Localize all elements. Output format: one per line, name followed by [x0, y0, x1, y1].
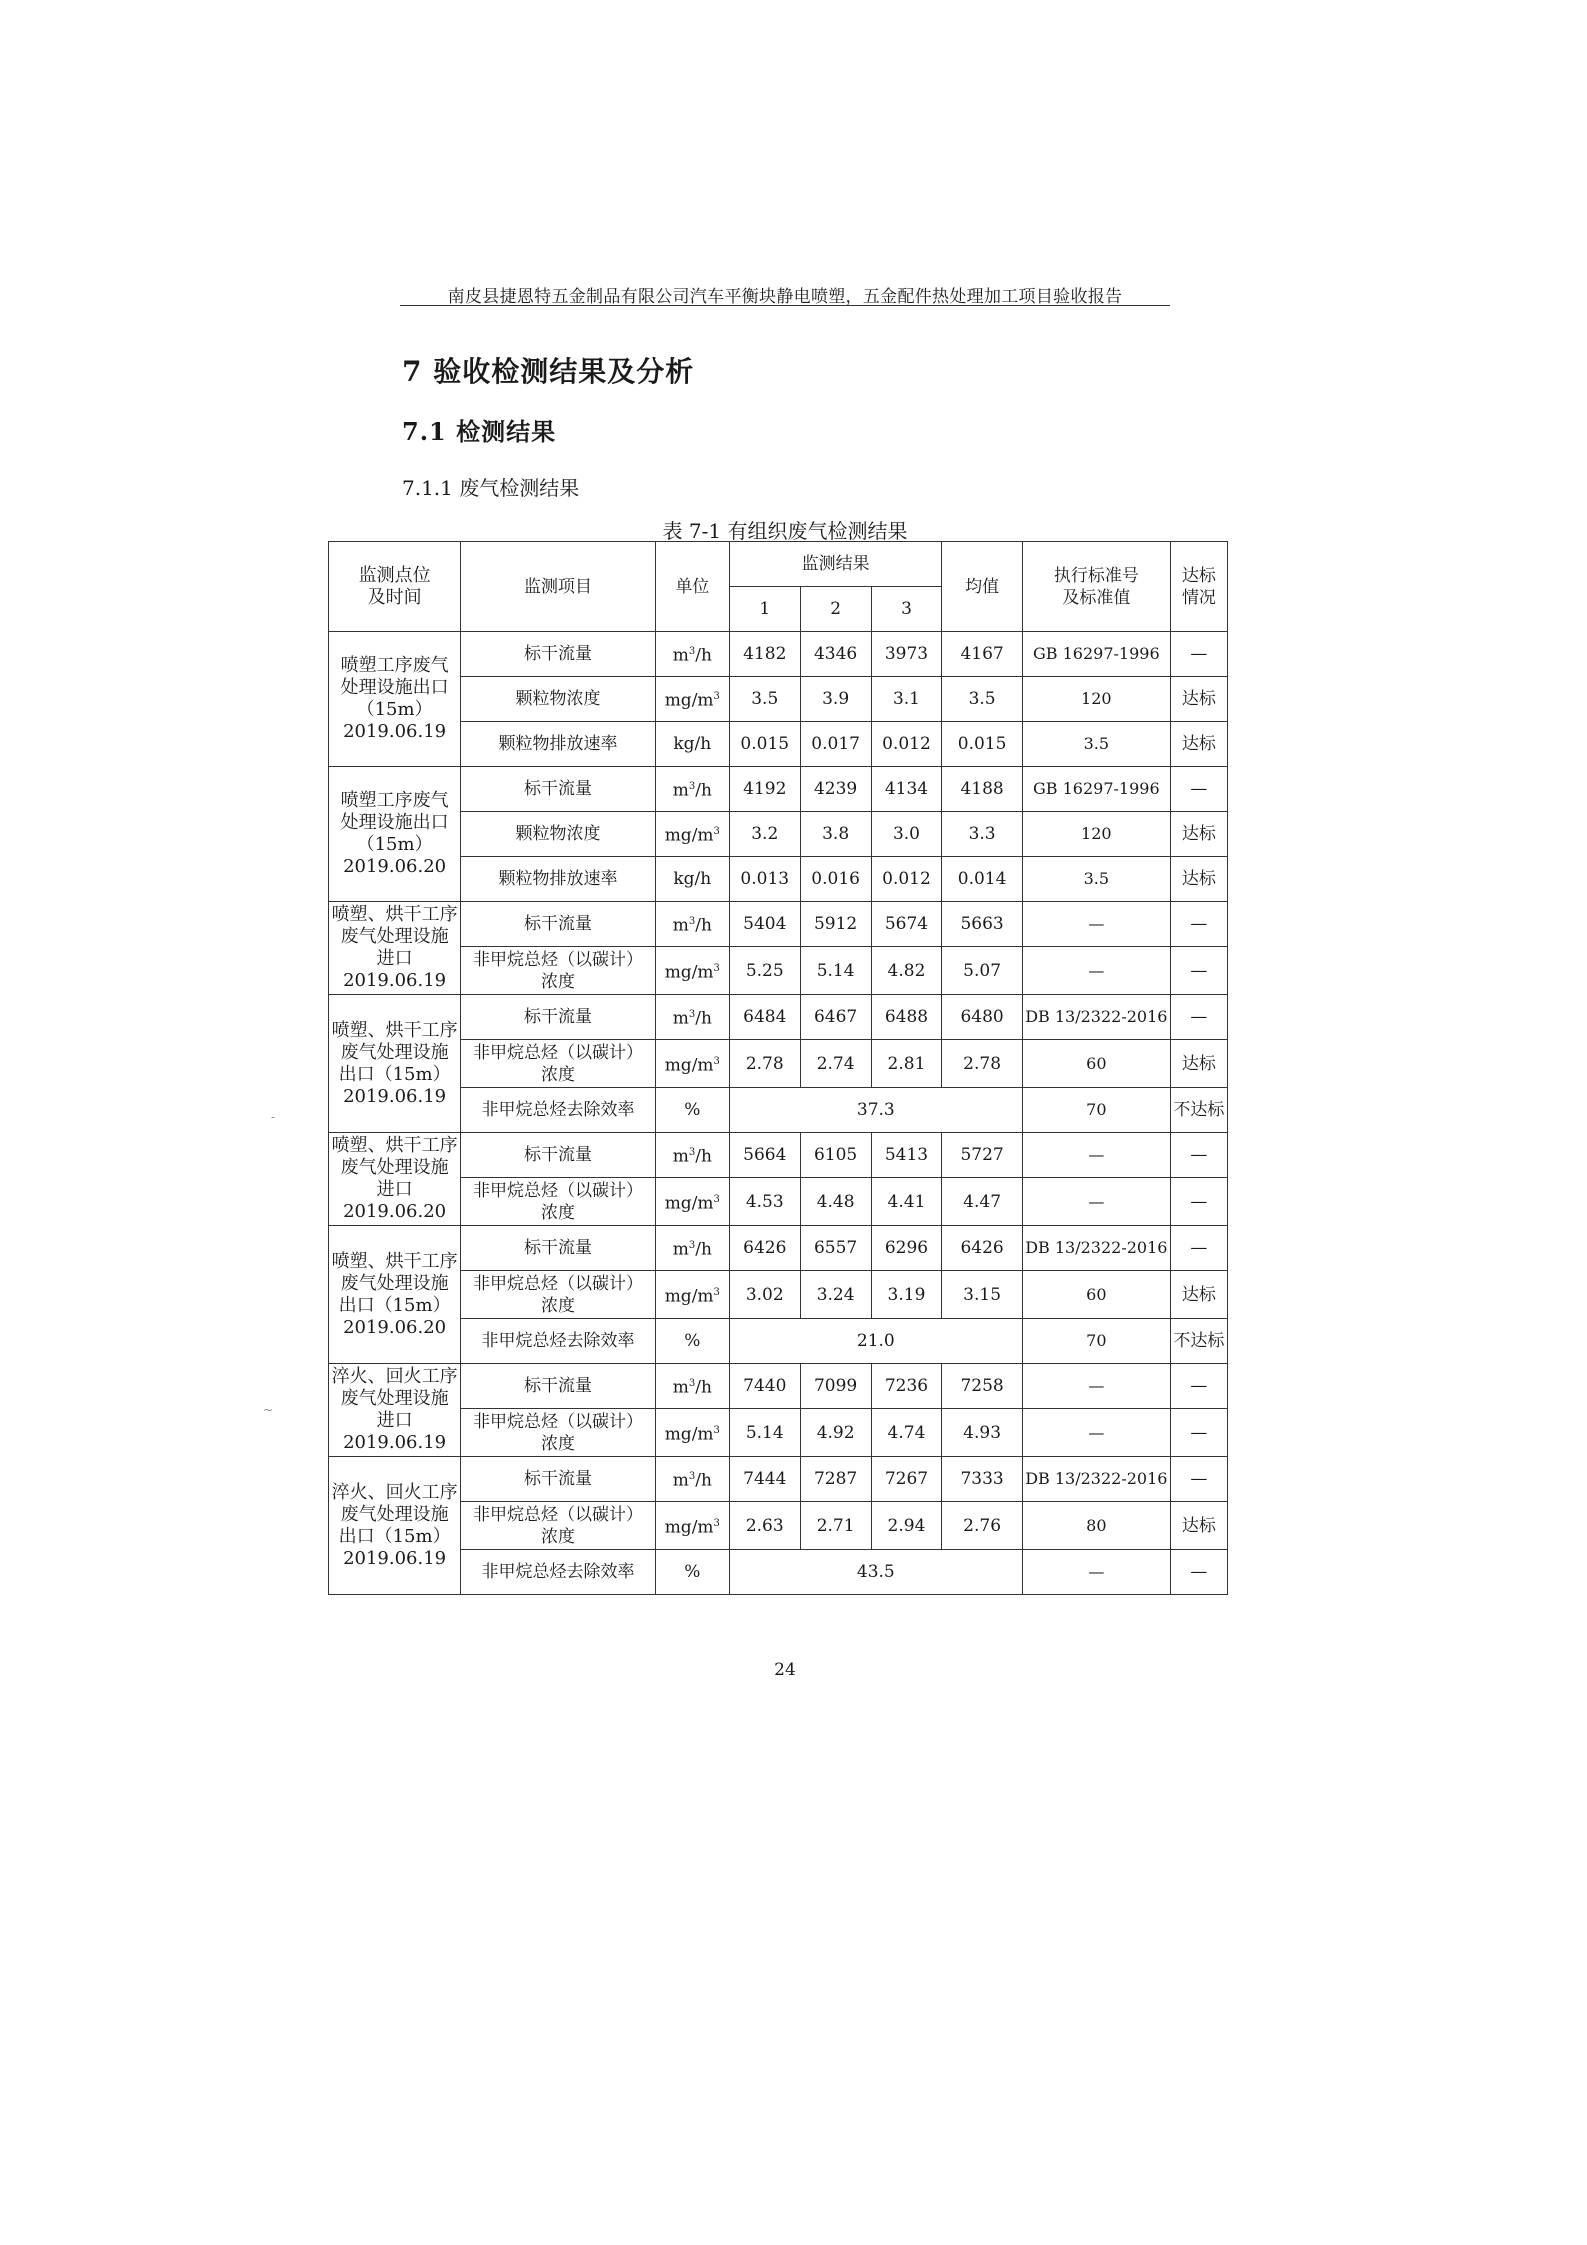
table-row: [329, 1364, 1228, 1409]
mean-cell: 0.014: [942, 857, 1022, 902]
compliance-cell: 达标: [1170, 1502, 1227, 1550]
item-cell: 非甲烷总烃（以碳计） 浓度: [461, 1502, 656, 1550]
table-row: [329, 995, 1228, 1040]
mean-cell: 5727: [942, 1133, 1022, 1178]
header-unit: 单位: [655, 542, 729, 632]
table-row: [329, 1550, 1228, 1595]
unit-cell: $mg/m^3$: [655, 1409, 729, 1457]
table-row: [329, 1271, 1228, 1319]
location-cell: 喷塑工序废气 处理设施出口 （15m） 2019.06.20: [329, 767, 461, 902]
running-header: 南皮县捷恩特五金制品有限公司汽车平衡块静电喷塑，五金配件热处理加工项目验收报告: [447, 287, 1123, 307]
result-2-cell: 0.016: [800, 857, 871, 902]
result-2-cell: 4346: [800, 632, 871, 677]
result-1-cell: 4.53: [729, 1178, 800, 1226]
scan-mark: ~: [263, 1403, 274, 1417]
header-compliance: 达标 情况: [1170, 542, 1227, 632]
result-1-cell: 4182: [729, 632, 800, 677]
standard-cell: DB 13/2322-2016: [1022, 995, 1170, 1040]
result-1-cell: 6484: [729, 995, 800, 1040]
item-cell: 颗粒物浓度: [461, 677, 656, 722]
header-result-3: 3: [871, 587, 942, 632]
result-3-cell: 3.19: [871, 1271, 942, 1319]
section-heading: 7.1 检测结果: [402, 417, 557, 446]
unit-cell: $m^3/h$: [655, 632, 729, 677]
table-row: [329, 1409, 1228, 1457]
result-1-cell: 3.5: [729, 677, 800, 722]
mean-cell: 3.15: [942, 1271, 1022, 1319]
compliance-cell: 达标: [1170, 857, 1227, 902]
result-3-cell: 5674: [871, 902, 942, 947]
standard-cell: 120: [1022, 812, 1170, 857]
compliance-cell: —: [1170, 1178, 1227, 1226]
result-3-cell: 0.012: [871, 722, 942, 767]
result-2-cell: 4.48: [800, 1178, 871, 1226]
standard-cell: GB 16297-1996: [1022, 767, 1170, 812]
standard-cell: —: [1022, 1178, 1170, 1226]
table-row: [329, 1502, 1228, 1550]
compliance-cell: —: [1170, 995, 1227, 1040]
header-result-2: 2: [800, 587, 871, 632]
result-1-cell: 0.013: [729, 857, 800, 902]
table-row: [329, 722, 1228, 767]
standard-cell: 60: [1022, 1271, 1170, 1319]
result-1-cell: 5404: [729, 902, 800, 947]
result-3-cell: 6296: [871, 1226, 942, 1271]
header-standard: 执行标准号 及标准值: [1022, 542, 1170, 632]
result-2-cell: 7099: [800, 1364, 871, 1409]
table-row: [329, 767, 1228, 812]
unit-cell: kg/h: [655, 722, 729, 767]
standard-cell: 70: [1022, 1088, 1170, 1133]
compliance-cell: —: [1170, 1409, 1227, 1457]
exhaust-gas-results-table: [328, 541, 1228, 1595]
result-2-cell: 3.8: [800, 812, 871, 857]
result-3-cell: 6488: [871, 995, 942, 1040]
standard-cell: 80: [1022, 1502, 1170, 1550]
item-cell: 非甲烷总烃去除效率: [461, 1088, 656, 1133]
efficiency-value-cell: 43.5: [729, 1550, 1022, 1595]
mean-cell: 0.015: [942, 722, 1022, 767]
result-1-cell: 7440: [729, 1364, 800, 1409]
result-2-cell: 0.017: [800, 722, 871, 767]
compliance-cell: 达标: [1170, 1271, 1227, 1319]
standard-cell: —: [1022, 1550, 1170, 1595]
compliance-cell: 达标: [1170, 722, 1227, 767]
mean-cell: 2.78: [942, 1040, 1022, 1088]
unit-cell: %: [655, 1088, 729, 1133]
table-caption: 表 7-1 有组织废气检测结果: [662, 519, 908, 543]
result-3-cell: 0.012: [871, 857, 942, 902]
compliance-cell: —: [1170, 1550, 1227, 1595]
item-cell: 非甲烷总烃（以碳计） 浓度: [461, 1040, 656, 1088]
standard-cell: —: [1022, 947, 1170, 995]
result-3-cell: 7236: [871, 1364, 942, 1409]
item-cell: 标干流量: [461, 632, 656, 677]
table-row: [329, 1226, 1228, 1271]
compliance-cell: —: [1170, 947, 1227, 995]
result-1-cell: 6426: [729, 1226, 800, 1271]
result-3-cell: 3.0: [871, 812, 942, 857]
chapter-heading: 7 验收检测结果及分析: [402, 355, 695, 388]
compliance-cell: 达标: [1170, 812, 1227, 857]
unit-cell: $m^3/h$: [655, 1457, 729, 1502]
unit-cell: %: [655, 1550, 729, 1595]
unit-cell: $mg/m^3$: [655, 812, 729, 857]
item-cell: 颗粒物排放速率: [461, 722, 656, 767]
result-3-cell: 7267: [871, 1457, 942, 1502]
result-2-cell: 6557: [800, 1226, 871, 1271]
table-row: [329, 947, 1228, 995]
page-number: 24: [774, 1660, 796, 1680]
table-row: [329, 1457, 1228, 1502]
item-cell: 非甲烷总烃（以碳计） 浓度: [461, 1271, 656, 1319]
standard-cell: —: [1022, 1409, 1170, 1457]
result-2-cell: 6105: [800, 1133, 871, 1178]
standard-cell: —: [1022, 902, 1170, 947]
mean-cell: 4.93: [942, 1409, 1022, 1457]
result-3-cell: 5413: [871, 1133, 942, 1178]
unit-cell: %: [655, 1319, 729, 1364]
result-1-cell: 5.14: [729, 1409, 800, 1457]
mean-cell: 2.76: [942, 1502, 1022, 1550]
unit-cell: $mg/m^3$: [655, 1040, 729, 1088]
result-2-cell: 5912: [800, 902, 871, 947]
compliance-cell: —: [1170, 1364, 1227, 1409]
table-row: [329, 1040, 1228, 1088]
item-cell: 标干流量: [461, 1364, 656, 1409]
result-3-cell: 3.1: [871, 677, 942, 722]
item-cell: 颗粒物排放速率: [461, 857, 656, 902]
result-2-cell: 2.71: [800, 1502, 871, 1550]
subsection-heading: 7.1.1 废气检测结果: [402, 476, 580, 500]
location-cell: 喷塑、烘干工序 废气处理设施 进口 2019.06.19: [329, 902, 461, 995]
location-cell: 喷塑、烘干工序 废气处理设施 进口 2019.06.20: [329, 1133, 461, 1226]
result-2-cell: 3.9: [800, 677, 871, 722]
mean-cell: 4.47: [942, 1178, 1022, 1226]
unit-cell: $mg/m^3$: [655, 1178, 729, 1226]
compliance-cell: 不达标: [1170, 1319, 1227, 1364]
unit-cell: $mg/m^3$: [655, 1271, 729, 1319]
standard-cell: GB 16297-1996: [1022, 632, 1170, 677]
result-1-cell: 3.02: [729, 1271, 800, 1319]
location-cell: 淬火、回火工序 废气处理设施 出口（15m） 2019.06.19: [329, 1457, 461, 1595]
table-row: [329, 677, 1228, 722]
result-1-cell: 2.78: [729, 1040, 800, 1088]
result-2-cell: 2.74: [800, 1040, 871, 1088]
unit-cell: $m^3/h$: [655, 902, 729, 947]
result-3-cell: 2.81: [871, 1040, 942, 1088]
standard-cell: 60: [1022, 1040, 1170, 1088]
result-3-cell: 4.41: [871, 1178, 942, 1226]
standard-cell: DB 13/2322-2016: [1022, 1457, 1170, 1502]
result-2-cell: 7287: [800, 1457, 871, 1502]
header-location: 监测点位 及时间: [329, 542, 461, 632]
table-row: [329, 812, 1228, 857]
mean-cell: 5.07: [942, 947, 1022, 995]
unit-cell: $mg/m^3$: [655, 947, 729, 995]
mean-cell: 7258: [942, 1364, 1022, 1409]
unit-cell: $m^3/h$: [655, 1133, 729, 1178]
result-3-cell: 4134: [871, 767, 942, 812]
standard-cell: 70: [1022, 1319, 1170, 1364]
result-2-cell: 4.92: [800, 1409, 871, 1457]
result-2-cell: 5.14: [800, 947, 871, 995]
header-results: 监测结果: [729, 542, 942, 587]
table-row: [329, 1178, 1228, 1226]
mean-cell: 3.5: [942, 677, 1022, 722]
compliance-cell: 不达标: [1170, 1088, 1227, 1133]
result-1-cell: 4192: [729, 767, 800, 812]
result-1-cell: 5.25: [729, 947, 800, 995]
item-cell: 标干流量: [461, 902, 656, 947]
table-row: [329, 857, 1228, 902]
item-cell: 颗粒物浓度: [461, 812, 656, 857]
compliance-cell: 达标: [1170, 1040, 1227, 1088]
result-3-cell: 4.82: [871, 947, 942, 995]
item-cell: 标干流量: [461, 1226, 656, 1271]
header-item: 监测项目: [461, 542, 656, 632]
standard-cell: DB 13/2322-2016: [1022, 1226, 1170, 1271]
location-cell: 喷塑工序废气 处理设施出口 （15m） 2019.06.19: [329, 632, 461, 767]
efficiency-value-cell: 21.0: [729, 1319, 1022, 1364]
unit-cell: kg/h: [655, 857, 729, 902]
mean-cell: 5663: [942, 902, 1022, 947]
item-cell: 非甲烷总烃（以碳计） 浓度: [461, 1178, 656, 1226]
mean-cell: 3.3: [942, 812, 1022, 857]
result-1-cell: 7444: [729, 1457, 800, 1502]
mean-cell: 4188: [942, 767, 1022, 812]
result-2-cell: 4239: [800, 767, 871, 812]
location-cell: 喷塑、烘干工序 废气处理设施 出口（15m） 2019.06.19: [329, 995, 461, 1133]
result-2-cell: 6467: [800, 995, 871, 1040]
result-1-cell: 3.2: [729, 812, 800, 857]
unit-cell: $m^3/h$: [655, 1364, 729, 1409]
unit-cell: $m^3/h$: [655, 767, 729, 812]
mean-cell: 6426: [942, 1226, 1022, 1271]
compliance-cell: —: [1170, 1226, 1227, 1271]
item-cell: 标干流量: [461, 1133, 656, 1178]
result-3-cell: 4.74: [871, 1409, 942, 1457]
table-row: [329, 1133, 1228, 1178]
item-cell: 非甲烷总烃去除效率: [461, 1319, 656, 1364]
item-cell: 标干流量: [461, 1457, 656, 1502]
result-1-cell: 2.63: [729, 1502, 800, 1550]
result-1-cell: 0.015: [729, 722, 800, 767]
unit-cell: $mg/m^3$: [655, 1502, 729, 1550]
mean-cell: 4167: [942, 632, 1022, 677]
item-cell: 标干流量: [461, 767, 656, 812]
standard-cell: —: [1022, 1364, 1170, 1409]
standard-cell: 3.5: [1022, 722, 1170, 767]
item-cell: 非甲烷总烃去除效率: [461, 1550, 656, 1595]
item-cell: 非甲烷总烃（以碳计） 浓度: [461, 947, 656, 995]
compliance-cell: —: [1170, 902, 1227, 947]
table-row: [329, 1319, 1228, 1364]
header-result-1: 1: [729, 587, 800, 632]
compliance-cell: —: [1170, 632, 1227, 677]
standard-cell: —: [1022, 1133, 1170, 1178]
unit-cell: $mg/m^3$: [655, 677, 729, 722]
result-3-cell: 3973: [871, 632, 942, 677]
mean-cell: 6480: [942, 995, 1022, 1040]
result-2-cell: 3.24: [800, 1271, 871, 1319]
item-cell: 非甲烷总烃（以碳计） 浓度: [461, 1409, 656, 1457]
compliance-cell: —: [1170, 767, 1227, 812]
table-row: [329, 632, 1228, 677]
result-3-cell: 2.94: [871, 1502, 942, 1550]
standard-cell: 120: [1022, 677, 1170, 722]
table-row: [329, 1088, 1228, 1133]
mean-cell: 7333: [942, 1457, 1022, 1502]
compliance-cell: —: [1170, 1457, 1227, 1502]
unit-cell: $m^3/h$: [655, 1226, 729, 1271]
table-row: [329, 902, 1228, 947]
location-cell: 淬火、回火工序 废气处理设施 进口 2019.06.19: [329, 1364, 461, 1457]
header-rule: [400, 305, 1170, 306]
standard-cell: 3.5: [1022, 857, 1170, 902]
header-mean: 均值: [942, 542, 1022, 632]
result-1-cell: 5664: [729, 1133, 800, 1178]
unit-cell: $m^3/h$: [655, 995, 729, 1040]
efficiency-value-cell: 37.3: [729, 1088, 1022, 1133]
location-cell: 喷塑、烘干工序 废气处理设施 出口（15m） 2019.06.20: [329, 1226, 461, 1364]
scan-mark: -: [271, 1110, 276, 1124]
item-cell: 标干流量: [461, 995, 656, 1040]
compliance-cell: —: [1170, 1133, 1227, 1178]
compliance-cell: 达标: [1170, 677, 1227, 722]
